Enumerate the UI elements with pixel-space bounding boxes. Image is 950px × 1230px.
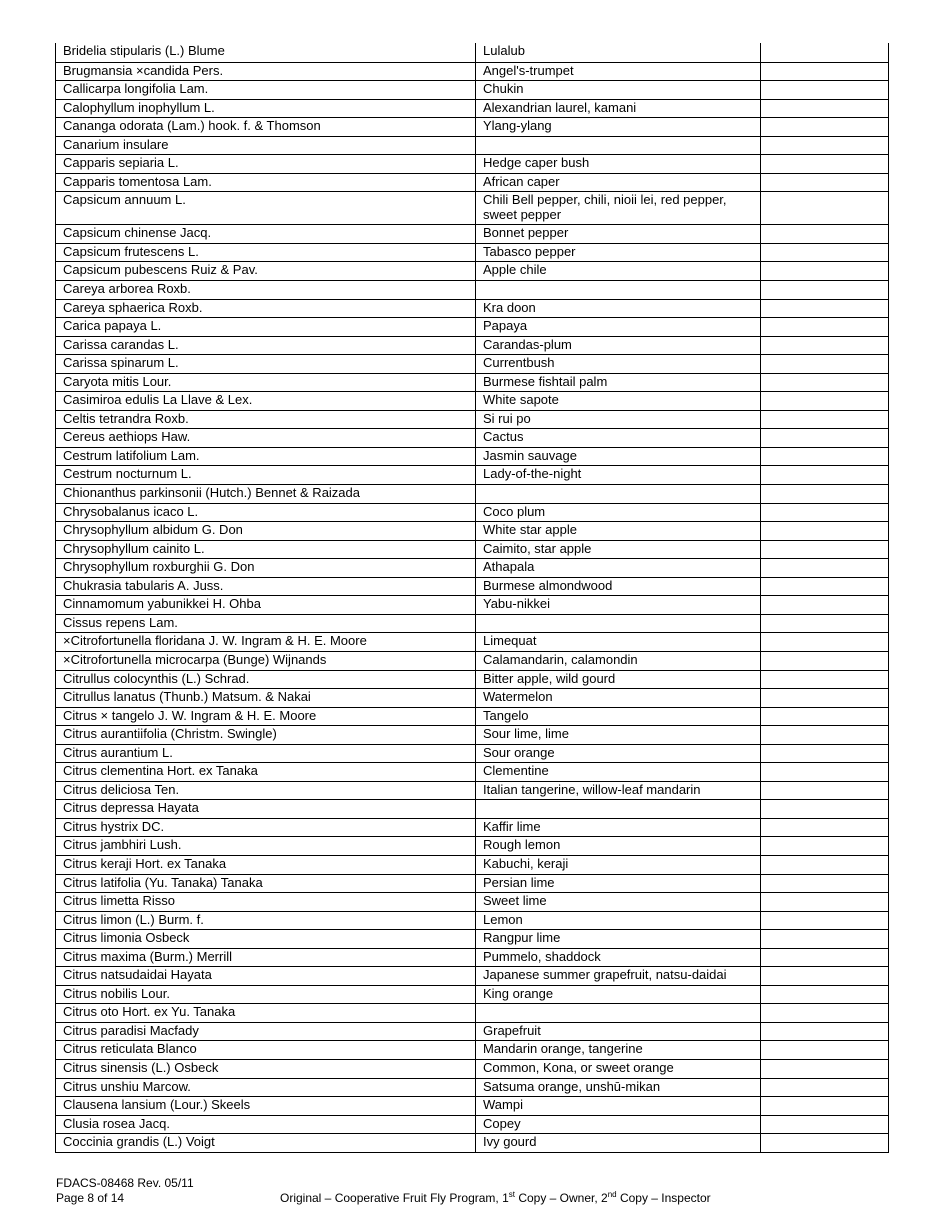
blank-cell: [761, 118, 885, 136]
common-name-cell: Kra doon: [476, 300, 761, 318]
scientific-name-cell: Citrus jambhiri Lush.: [56, 837, 476, 855]
blank-cell: [761, 411, 885, 429]
form-id: FDACS-08468 Rev. 05/11: [56, 1176, 194, 1190]
common-name-cell: Papaya: [476, 318, 761, 336]
page-footer: [56, 1176, 886, 1206]
table-row: [56, 614, 888, 633]
blank-cell: [761, 192, 885, 224]
scientific-name-cell: Citrullus colocynthis (L.) Schrad.: [56, 671, 476, 689]
blank-cell: [761, 355, 885, 373]
scientific-name-cell: Citrus natsudaidai Hayata: [56, 967, 476, 985]
scientific-name-cell: Chrysobalanus icaco L.: [56, 504, 476, 522]
scientific-name-cell: Chrysophyllum cainito L.: [56, 541, 476, 559]
table-row: [56, 1096, 888, 1115]
common-name-cell: Tabasco pepper: [476, 244, 761, 262]
scientific-name-cell: Citrus aurantiifolia (Christm. Swingle): [56, 726, 476, 744]
blank-cell: [761, 155, 885, 173]
scientific-name-cell: ×Citrofortunella microcarpa (Bunge) Wijnands: [56, 652, 476, 670]
blank-cell: [761, 100, 885, 118]
blank-cell: [761, 875, 885, 893]
scientific-name-cell: Cananga odorata (Lam.) hook. f. & Thomson: [56, 118, 476, 136]
table-row: [56, 762, 888, 781]
common-name-cell: Pummelo, shaddock: [476, 949, 761, 967]
scientific-name-cell: Clausena lansium (Lour.) Skeels: [56, 1097, 476, 1115]
scientific-name-cell: Capparis tomentosa Lam.: [56, 174, 476, 192]
common-name-cell: [476, 137, 761, 155]
common-name-cell: Kabuchi, keraji: [476, 856, 761, 874]
blank-cell: [761, 1116, 885, 1134]
blank-cell: [761, 745, 885, 763]
common-name-cell: Ivy gourd: [476, 1134, 761, 1152]
scientific-name-cell: Cissus repens Lam.: [56, 615, 476, 633]
blank-cell: [761, 300, 885, 318]
common-name-cell: Mandarin orange, tangerine: [476, 1041, 761, 1059]
common-name-cell: Bitter apple, wild gourd: [476, 671, 761, 689]
blank-cell: [761, 708, 885, 726]
scientific-name-cell: Chionanthus parkinsonii (Hutch.) Bennet & Raizada: [56, 485, 476, 503]
blank-cell: [761, 949, 885, 967]
blank-cell: [761, 485, 885, 503]
table-row: [56, 503, 888, 522]
scientific-name-cell: Capsicum chinense Jacq.: [56, 225, 476, 243]
blank-cell: [761, 262, 885, 280]
scientific-name-cell: Citrus hystrix DC.: [56, 819, 476, 837]
blank-cell: [761, 429, 885, 447]
table-row: [56, 280, 888, 299]
common-name-cell: Alexandrian laurel, kamani: [476, 100, 761, 118]
scientific-name-cell: Chrysophyllum roxburghii G. Don: [56, 559, 476, 577]
table-row: [56, 781, 888, 800]
blank-cell: [761, 318, 885, 336]
table-row: [56, 80, 888, 99]
table-row: [56, 336, 888, 355]
common-name-cell: Rangpur lime: [476, 930, 761, 948]
common-name-cell: Hedge caper bush: [476, 155, 761, 173]
common-name-cell: Calamandarin, calamondin: [476, 652, 761, 670]
scientific-name-cell: Calophyllum inophyllum L.: [56, 100, 476, 118]
table-row: [56, 558, 888, 577]
common-name-cell: Yabu-nikkei: [476, 596, 761, 614]
table-row: [56, 1040, 888, 1059]
scientific-name-cell: Careya sphaerica Roxb.: [56, 300, 476, 318]
common-name-cell: Bonnet pepper: [476, 225, 761, 243]
table-row: [56, 447, 888, 466]
table-row: [56, 911, 888, 930]
blank-cell: [761, 1023, 885, 1041]
table-row: [56, 744, 888, 763]
blank-cell: [761, 137, 885, 155]
common-name-cell: Coco plum: [476, 504, 761, 522]
table-row: [56, 224, 888, 243]
common-name-cell: Lemon: [476, 912, 761, 930]
common-name-cell: Apple chile: [476, 262, 761, 280]
blank-cell: [761, 596, 885, 614]
common-name-cell: [476, 615, 761, 633]
blank-cell: [761, 63, 885, 81]
common-name-cell: Ylang-ylang: [476, 118, 761, 136]
blank-cell: [761, 504, 885, 522]
table-row: [56, 1078, 888, 1097]
scientific-name-cell: Careya arborea Roxb.: [56, 281, 476, 299]
common-name-cell: Persian lime: [476, 875, 761, 893]
table-row: [56, 966, 888, 985]
blank-cell: [761, 633, 885, 651]
scientific-name-cell: Bridelia stipularis (L.) Blume: [56, 43, 476, 62]
blank-cell: [761, 578, 885, 596]
common-name-cell: Wampi: [476, 1097, 761, 1115]
blank-cell: [761, 559, 885, 577]
scientific-name-cell: Brugmansia ×candida Pers.: [56, 63, 476, 81]
scientific-name-cell: Citrus keraji Hort. ex Tanaka: [56, 856, 476, 874]
table-row: [56, 540, 888, 559]
scientific-name-cell: Caryota mitis Lour.: [56, 374, 476, 392]
scientific-name-cell: Citrus maxima (Burm.) Merrill: [56, 949, 476, 967]
scientific-name-cell: Capsicum frutescens L.: [56, 244, 476, 262]
scientific-name-cell: Cereus aethiops Haw.: [56, 429, 476, 447]
table-row: [56, 651, 888, 670]
table-row: [56, 1133, 888, 1152]
common-name-cell: Si rui po: [476, 411, 761, 429]
copy-distribution-note: Original – Cooperative Fruit Fly Program, 1st Copy – Owner, 2nd Copy – Inspector: [280, 1190, 711, 1205]
scientific-name-cell: Citrus limonia Osbeck: [56, 930, 476, 948]
scientific-name-cell: Citrus latifolia (Yu. Tanaka) Tanaka: [56, 875, 476, 893]
scientific-name-cell: Citrus limon (L.) Burm. f.: [56, 912, 476, 930]
blank-cell: [761, 837, 885, 855]
table-row: [56, 299, 888, 318]
table-row: [56, 354, 888, 373]
table-row: [56, 836, 888, 855]
common-name-cell: Common, Kona, or sweet orange: [476, 1060, 761, 1078]
table-row: [56, 985, 888, 1004]
blank-cell: [761, 281, 885, 299]
scientific-name-cell: Chrysophyllum albidum G. Don: [56, 522, 476, 540]
blank-cell: [761, 392, 885, 410]
common-name-cell: Currentbush: [476, 355, 761, 373]
common-name-cell: Kaffir lime: [476, 819, 761, 837]
common-name-cell: Rough lemon: [476, 837, 761, 855]
scientific-name-cell: Citrus aurantium L.: [56, 745, 476, 763]
blank-cell: [761, 43, 885, 62]
common-name-cell: Burmese almondwood: [476, 578, 761, 596]
scientific-name-cell: Canarium insulare: [56, 137, 476, 155]
table-row: [56, 410, 888, 429]
common-name-cell: Sour lime, lime: [476, 726, 761, 744]
common-name-cell: White star apple: [476, 522, 761, 540]
common-name-cell: Chukin: [476, 81, 761, 99]
scientific-name-cell: Citrus clementina Hort. ex Tanaka: [56, 763, 476, 781]
blank-cell: [761, 912, 885, 930]
blank-cell: [761, 689, 885, 707]
blank-cell: [761, 1060, 885, 1078]
table-row: [56, 373, 888, 392]
table-row: [56, 428, 888, 447]
common-name-cell: White sapote: [476, 392, 761, 410]
common-name-cell: Clementine: [476, 763, 761, 781]
common-name-cell: Satsuma orange, unshū-mikan: [476, 1079, 761, 1097]
scientific-name-cell: Citrus nobilis Lour.: [56, 986, 476, 1004]
table-row: [56, 317, 888, 336]
common-name-cell: [476, 485, 761, 503]
common-name-cell: Lulalub: [476, 43, 761, 62]
scientific-name-cell: Carica papaya L.: [56, 318, 476, 336]
host-plant-table: [55, 43, 889, 1153]
table-row: [56, 855, 888, 874]
common-name-cell: Japanese summer grapefruit, natsu-daidai: [476, 967, 761, 985]
table-row: [56, 799, 888, 818]
blank-cell: [761, 763, 885, 781]
scientific-name-cell: Citrullus lanatus (Thunb.) Matsum. & Nakai: [56, 689, 476, 707]
blank-cell: [761, 374, 885, 392]
scientific-name-cell: Capsicum annuum L.: [56, 192, 476, 224]
scientific-name-cell: ×Citrofortunella floridana J. W. Ingram & H. E. Moore: [56, 633, 476, 651]
blank-cell: [761, 615, 885, 633]
blank-cell: [761, 800, 885, 818]
table-row: [56, 484, 888, 503]
table-row: [56, 818, 888, 837]
blank-cell: [761, 174, 885, 192]
common-name-cell: Watermelon: [476, 689, 761, 707]
blank-cell: [761, 1004, 885, 1022]
table-row: [56, 874, 888, 893]
common-name-cell: Italian tangerine, willow-leaf mandarin: [476, 782, 761, 800]
scientific-name-cell: Citrus reticulata Blanco: [56, 1041, 476, 1059]
scientific-name-cell: Celtis tetrandra Roxb.: [56, 411, 476, 429]
common-name-cell: Tangelo: [476, 708, 761, 726]
scientific-name-cell: Cestrum latifolium Lam.: [56, 448, 476, 466]
table-row: [56, 688, 888, 707]
common-name-cell: [476, 1004, 761, 1022]
blank-cell: [761, 930, 885, 948]
scientific-name-cell: Cinnamomum yabunikkei H. Ohba: [56, 596, 476, 614]
table-row: [56, 136, 888, 155]
table-row: [56, 154, 888, 173]
common-name-cell: Angel's-trumpet: [476, 63, 761, 81]
table-row: [56, 1115, 888, 1134]
scientific-name-cell: Callicarpa longifolia Lam.: [56, 81, 476, 99]
common-name-cell: Jasmin sauvage: [476, 448, 761, 466]
scientific-name-cell: Capparis sepiaria L.: [56, 155, 476, 173]
table-row: [56, 243, 888, 262]
scientific-name-cell: Citrus paradisi Macfady: [56, 1023, 476, 1041]
blank-cell: [761, 819, 885, 837]
blank-cell: [761, 671, 885, 689]
scientific-name-cell: Citrus limetta Risso: [56, 893, 476, 911]
common-name-cell: Burmese fishtail palm: [476, 374, 761, 392]
blank-cell: [761, 337, 885, 355]
table-row: [56, 117, 888, 136]
table-row: [56, 1022, 888, 1041]
page-number: Page 8 of 14: [56, 1191, 125, 1205]
scientific-name-cell: Clusia rosea Jacq.: [56, 1116, 476, 1134]
scientific-name-cell: Citrus × tangelo J. W. Ingram & H. E. Moore: [56, 708, 476, 726]
blank-cell: [761, 1134, 885, 1152]
scientific-name-cell: Citrus unshiu Marcow.: [56, 1079, 476, 1097]
blank-cell: [761, 466, 885, 484]
common-name-cell: Grapefruit: [476, 1023, 761, 1041]
table-row: [56, 725, 888, 744]
blank-cell: [761, 541, 885, 559]
table-row: [56, 43, 888, 62]
table-row: [56, 1003, 888, 1022]
scientific-name-cell: Carissa carandas L.: [56, 337, 476, 355]
scientific-name-cell: Citrus deliciosa Ten.: [56, 782, 476, 800]
table-row: [56, 261, 888, 280]
common-name-cell: Cactus: [476, 429, 761, 447]
common-name-cell: Copey: [476, 1116, 761, 1134]
scientific-name-cell: Citrus sinensis (L.) Osbeck: [56, 1060, 476, 1078]
blank-cell: [761, 782, 885, 800]
table-row: [56, 465, 888, 484]
table-row: [56, 632, 888, 651]
scientific-name-cell: Casimiroa edulis La Llave & Lex.: [56, 392, 476, 410]
table-row: [56, 948, 888, 967]
table-row: [56, 1059, 888, 1078]
common-name-cell: Chili Bell pepper, chili, nioii lei, red pepper, sweet pepper: [476, 192, 761, 224]
blank-cell: [761, 856, 885, 874]
blank-cell: [761, 1079, 885, 1097]
table-row: [56, 99, 888, 118]
common-name-cell: Athapala: [476, 559, 761, 577]
table-row: [56, 929, 888, 948]
common-name-cell: Limequat: [476, 633, 761, 651]
table-row: [56, 670, 888, 689]
blank-cell: [761, 225, 885, 243]
blank-cell: [761, 81, 885, 99]
table-row: [56, 191, 888, 224]
common-name-cell: Lady-of-the-night: [476, 466, 761, 484]
blank-cell: [761, 522, 885, 540]
common-name-cell: [476, 800, 761, 818]
table-row: [56, 173, 888, 192]
blank-cell: [761, 1041, 885, 1059]
common-name-cell: King orange: [476, 986, 761, 1004]
table-row: [56, 595, 888, 614]
blank-cell: [761, 1097, 885, 1115]
scientific-name-cell: Chukrasia tabularis A. Juss.: [56, 578, 476, 596]
blank-cell: [761, 244, 885, 262]
blank-cell: [761, 448, 885, 466]
common-name-cell: Sour orange: [476, 745, 761, 763]
common-name-cell: [476, 281, 761, 299]
scientific-name-cell: Cestrum nocturnum L.: [56, 466, 476, 484]
common-name-cell: Sweet lime: [476, 893, 761, 911]
scientific-name-cell: Carissa spinarum L.: [56, 355, 476, 373]
table-row: [56, 892, 888, 911]
blank-cell: [761, 967, 885, 985]
scientific-name-cell: Citrus oto Hort. ex Yu. Tanaka: [56, 1004, 476, 1022]
common-name-cell: African caper: [476, 174, 761, 192]
blank-cell: [761, 893, 885, 911]
common-name-cell: Caimito, star apple: [476, 541, 761, 559]
scientific-name-cell: Coccinia grandis (L.) Voigt: [56, 1134, 476, 1152]
scientific-name-cell: Capsicum pubescens Ruiz & Pav.: [56, 262, 476, 280]
blank-cell: [761, 652, 885, 670]
table-row: [56, 577, 888, 596]
common-name-cell: Carandas-plum: [476, 337, 761, 355]
blank-cell: [761, 726, 885, 744]
table-row: [56, 521, 888, 540]
table-row: [56, 391, 888, 410]
scientific-name-cell: Citrus depressa Hayata: [56, 800, 476, 818]
table-row: [56, 62, 888, 81]
table-row: [56, 707, 888, 726]
blank-cell: [761, 986, 885, 1004]
